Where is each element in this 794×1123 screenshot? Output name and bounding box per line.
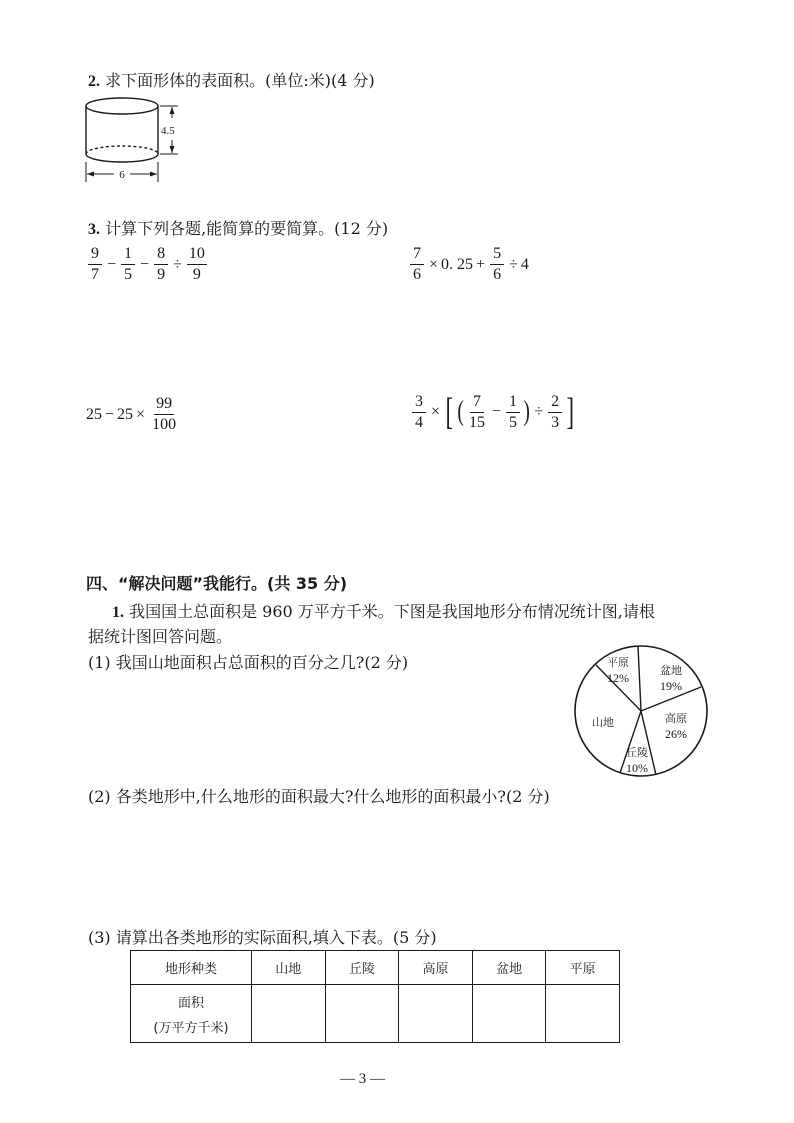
sub-question-3: (3) 请算出各类地形的实际面积,填入下表。(5 分) [88,928,437,947]
height-arrow-bottom [170,146,175,153]
row-label-line-1: 面积 [177,995,204,1011]
operator: ÷ [173,255,182,273]
answer-cell-pingyuan[interactable] [546,985,620,1043]
pie-value-pendi: 19% [660,679,682,693]
answer-cell-qiuling[interactable] [325,985,399,1043]
pie-label-qiuling: 丘陵 [626,746,648,759]
q2-heading [88,68,375,91]
fraction: $\frac{7}{15}$ [469,392,486,431]
q3-number: 3. [88,221,100,238]
cylinder-top [86,98,158,114]
table-header-cell: 盆地 [472,951,546,985]
operator: − [140,255,150,273]
fraction: $\frac{8}{9}$ [154,246,168,283]
number: 25 [86,405,102,423]
section-4-title: 四、“解决问题”我能行。(共 35 分) [86,574,348,593]
operator: × [136,405,146,423]
sub-question-2: (2) 各类地形中,什么地形的面积最大?什么地形的面积最小?(2 分) [88,787,550,806]
number: 25 [117,405,134,423]
cylinder-bottom-front [86,154,158,162]
right-bracket: ] [566,391,575,433]
fraction: $\frac{1}{5}$ [506,394,520,431]
table-header-row [131,951,620,985]
diameter-label: 6 [119,169,125,181]
table-header-cell: 山地 [252,951,326,985]
pie-label-gaoyuan: 高原 [665,712,687,725]
table-row [131,985,620,1043]
cylinder-bottom-back [86,146,158,154]
pie-value-gaoyuan: 26% [665,727,687,741]
fraction: $\frac{1}{5}$ [121,246,135,283]
pie-label-shandi: 山地 [592,716,614,729]
fraction: $\frac{9}{7}$ [88,246,102,283]
terrain-area-table [130,950,620,1043]
pie-label-pingyuan: 平原 [607,656,629,669]
terrain-pie-chart [570,642,712,780]
q3-text: 计算下列各题,能简算的要简算。(12 分) [105,219,389,238]
height-arrow-top [170,107,175,114]
q3-heading [88,216,388,239]
number: 4 [520,255,529,273]
expression-2 [408,246,529,283]
height-label: 4.5 [161,125,175,137]
answer-cell-gaoyuan[interactable] [399,985,473,1043]
page-number: — 3 — [340,1071,385,1087]
operator: ÷ [534,403,544,420]
table-header-cell: 丘陵 [325,951,399,985]
row-label-line-2: (万平方千米) [153,1020,229,1036]
width-arrow-right [150,172,157,177]
operator: ÷ [509,255,518,273]
table-header-cell: 高原 [399,951,473,985]
operator: × [431,403,441,420]
operator: + [476,255,486,273]
pie-value-pingyuan: 12% [607,671,629,685]
operator: × [429,255,439,273]
right-paren: ) [523,396,530,427]
cylinder-figure [80,94,190,186]
operator: − [105,405,115,423]
width-arrow-left [87,172,94,177]
table-header-cell: 地形种类 [131,951,252,985]
operator: − [492,403,502,420]
problem-1-line-1 [112,599,655,622]
left-paren: ( [457,396,464,427]
expression-3 [86,396,180,433]
fraction: $\frac{5}{6}$ [490,246,504,283]
table-header-cell: 平原 [546,951,620,985]
fraction: $\frac{99}{100}$ [152,395,177,433]
fraction: $\frac{2}{3}$ [548,394,562,431]
problem-1-number: 1. [112,604,124,621]
pie-label-pendi: 盆地 [660,664,682,677]
q2-text: 求下面形体的表面积。(单位:米)(4 分) [105,71,375,90]
fraction: $\frac{3}{4}$ [412,394,426,431]
expression-1 [86,246,209,283]
sub-question-1: (1) 我国山地面积占总面积的百分之几?(2 分) [88,653,409,672]
fraction: $\frac{7}{6}$ [410,246,424,283]
problem-1-text: 我国国土总面积是 960 万平方千米。下图是我国地形分布情况统计图,请根 [129,602,655,621]
expression-4 [410,393,577,431]
answer-cell-shandi[interactable] [252,985,326,1043]
answer-cell-pendi[interactable] [472,985,546,1043]
pie-value-qiuling: 10% [626,761,648,775]
q2-number: 2. [88,73,100,90]
fraction: $\frac{10}{9}$ [188,245,205,283]
operator: − [107,255,117,273]
number: 0. 25 [441,255,474,273]
left-bracket: [ [445,391,454,433]
problem-1-line-2: 据统计图回答问题。 [88,627,233,646]
table-row-label [131,985,252,1043]
